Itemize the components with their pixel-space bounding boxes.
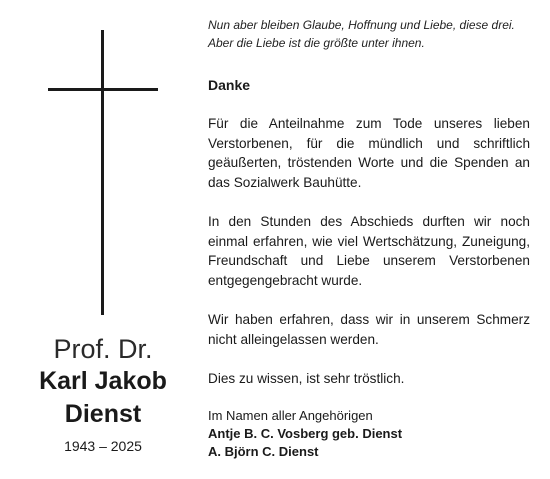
paragraph-2: In den Stunden des Abschieds durften wir noch einmal erfahren, wie viel Wertschätzung, Zuneigung, Freundschaft und Liebe unserem Verstorbenen entgegengebracht wurde.: [208, 214, 530, 288]
paragraph-4: Dies zu wissen, ist sehr tröstlich.: [208, 371, 405, 386]
signature-name-2: A. Björn C. Dienst: [208, 443, 319, 459]
thanks-heading: Danke: [208, 77, 251, 93]
deceased-title: Prof. Dr.: [53, 334, 153, 364]
signature-name-1: Antje B. C. Vosberg geb. Dienst: [208, 425, 403, 441]
text-column: [208, 16, 530, 461]
paragraph-3: Wir haben erfahren, dass wir in unserem Schmerz nicht alleingelassen werden.: [208, 312, 530, 347]
quote-line-1: Nun aber bleiben Glaube, Hoffnung und Liebe, diese drei.: [208, 18, 515, 32]
paragraph-1: Für die Anteilnahme zum Tode unseres lieben Verstorbenen, für die mündlich und schriftlich geäußerten, tröstenden Worte und die Spenden an das Sozialwerk Bauhütte.: [208, 116, 530, 190]
deceased-block: [0, 333, 206, 455]
deceased-surname: Dienst: [64, 400, 142, 428]
cross-horizontal-bar: [48, 88, 158, 91]
signature-intro: Im Namen aller Angehörigen: [208, 407, 373, 423]
deceased-first-names: Karl Jakob: [39, 367, 167, 395]
cross-vertical-bar: [101, 30, 104, 315]
quote-line-2: Aber die Liebe ist die größte unter ihnen.: [208, 36, 425, 50]
life-years: 1943 – 2025: [64, 438, 142, 454]
